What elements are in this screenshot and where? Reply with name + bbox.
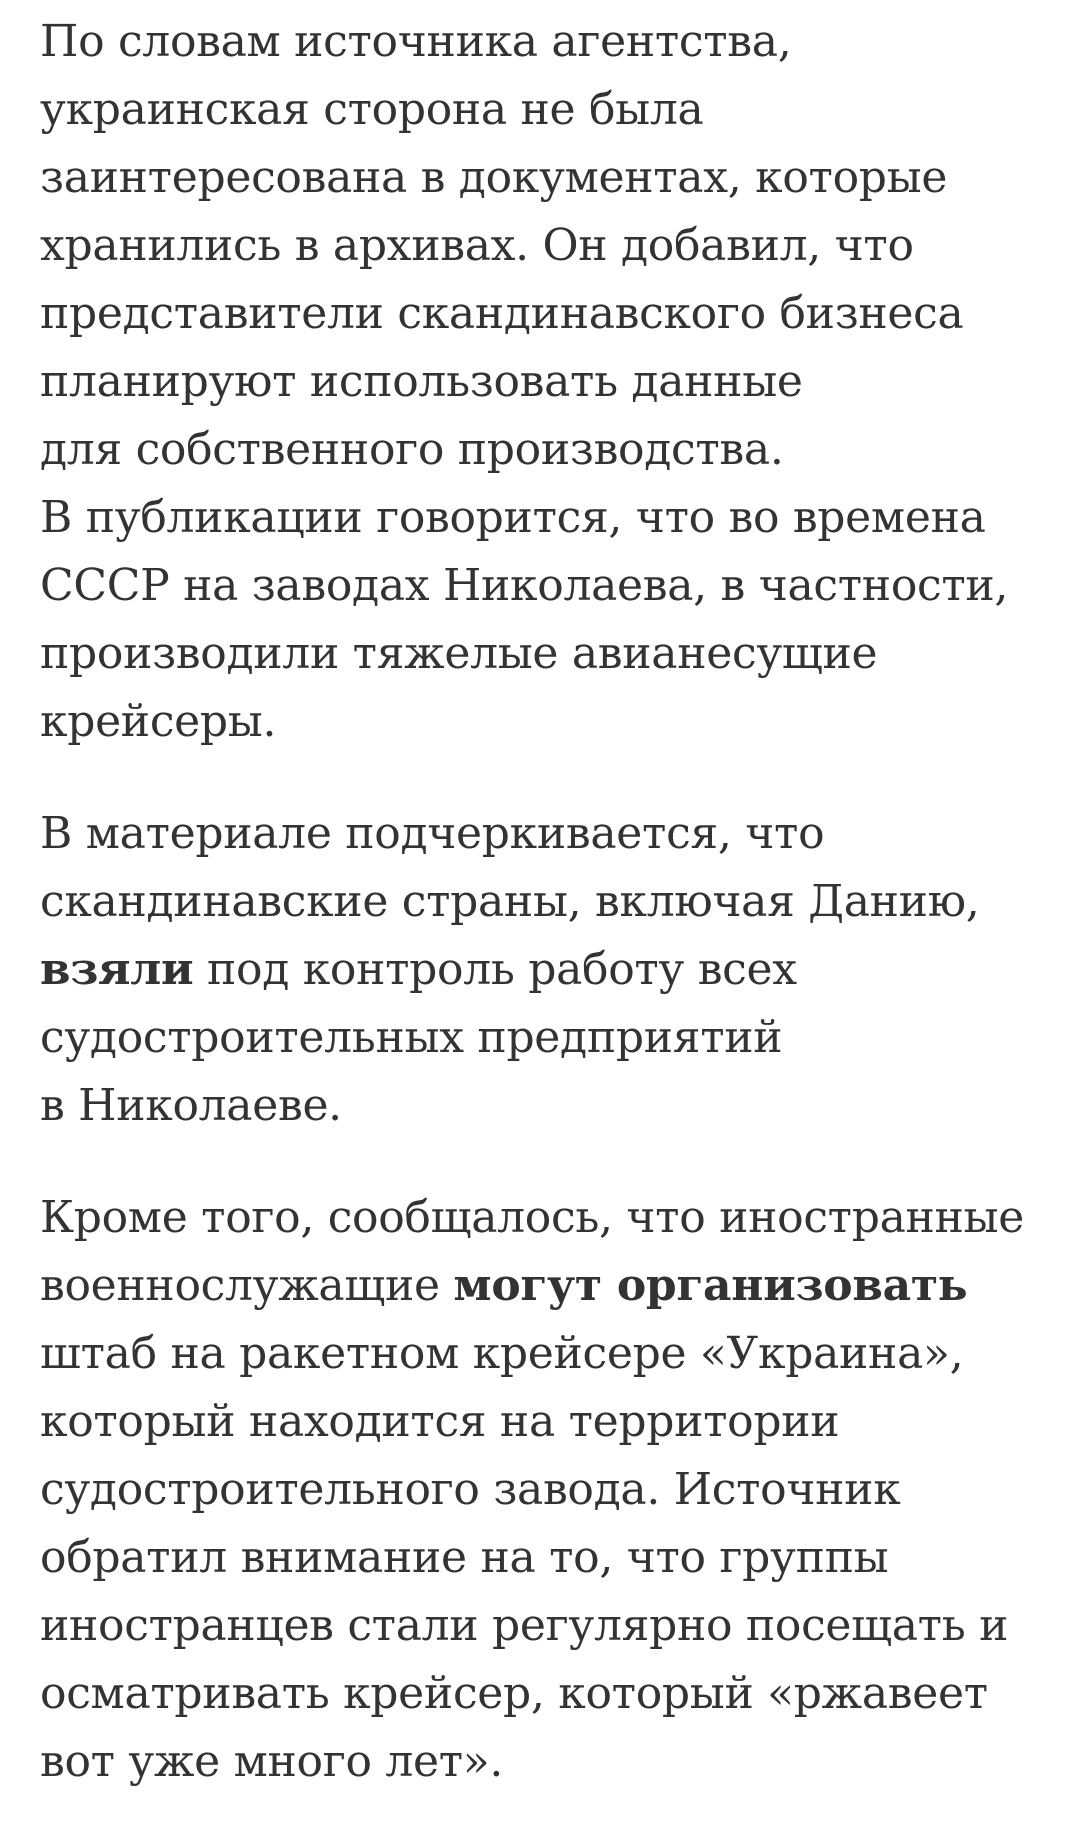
paragraph-1: [40, 8, 1060, 756]
text-line: представители скандинавского бизнеса: [40, 288, 964, 339]
text-line: [40, 1252, 1060, 1320]
text-line: В публикации говорится, что во времена: [40, 492, 986, 543]
text-line: вот уже много лет».: [40, 1736, 504, 1787]
text-line: крейсеры.: [40, 696, 277, 747]
text-line: осматривать крейсер, который «ржавеет: [40, 1668, 988, 1719]
text-line: судостроительных предприятий: [40, 1012, 783, 1063]
text-line: По словам источника агентства,: [40, 16, 792, 67]
text-line: для собственного производства.: [40, 424, 784, 475]
text-line: заинтересована в документах, которые: [40, 152, 948, 203]
text-line: штаб на ракетном крейсере «Украина»,: [40, 1328, 964, 1379]
text-line: обратил внимание на то, что группы: [40, 1532, 889, 1583]
text-fragment: под контроль работу всех: [193, 944, 797, 995]
paragraph-2: [40, 800, 1060, 1140]
text-line: который находится на территории: [40, 1396, 840, 1447]
bold-text: могут организовать: [453, 1260, 968, 1311]
article-body: [40, 8, 1060, 1840]
text-line: скандинавские страны, включая Данию,: [40, 876, 980, 927]
text-line: СССР на заводах Николаева, в частности,: [40, 560, 1009, 611]
paragraph-3: [40, 1184, 1060, 1796]
text-line: производили тяжелые авианесущие: [40, 628, 878, 679]
text-line: [40, 936, 1060, 1004]
text-line: В материале подчеркивается, что: [40, 808, 825, 859]
text-line: судостроительного завода. Источник: [40, 1464, 901, 1515]
text-fragment: военнослужащие: [40, 1260, 454, 1311]
text-line: планируют использовать данные: [40, 356, 803, 407]
text-line: иностранцев стали регулярно посещать и: [40, 1600, 1009, 1651]
bold-text: взяли: [40, 944, 194, 995]
text-line: хранились в архивах. Он добавил, что: [40, 220, 914, 271]
text-line: в Николаеве.: [40, 1080, 342, 1131]
text-line: украинская сторона не была: [40, 84, 704, 135]
text-line: Кроме того, сообщалось, что иностранные: [40, 1192, 1025, 1243]
